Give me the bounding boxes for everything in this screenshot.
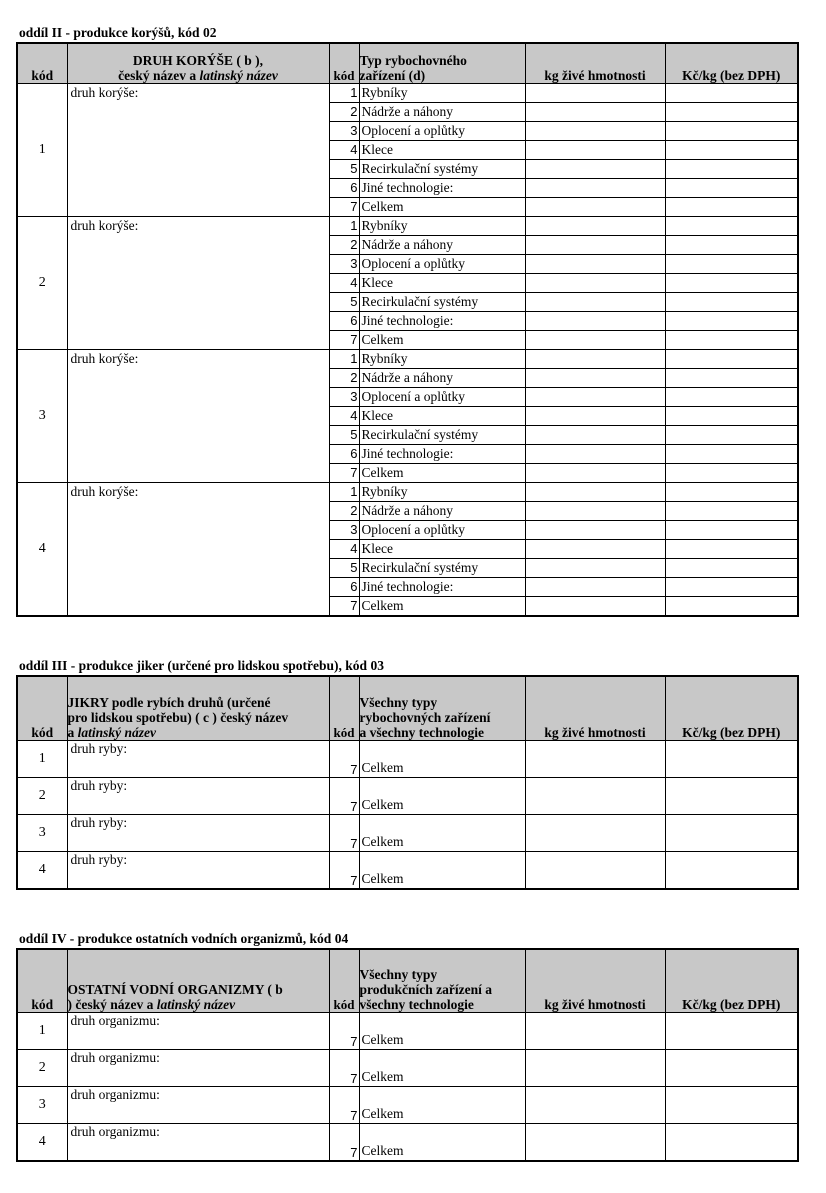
facility-type: Recirkulační systémy <box>359 159 525 178</box>
facility-type: Celkem <box>359 463 525 482</box>
kg-live-weight-field[interactable] <box>525 463 665 482</box>
species-name-field[interactable]: druh korýše: <box>67 482 329 616</box>
facility-code: 7 <box>329 1086 359 1123</box>
table-row <box>17 814 798 851</box>
price-per-kg-field[interactable] <box>665 349 798 368</box>
group-code: 2 <box>17 216 67 349</box>
facility-type: Nádrže a náhony <box>359 501 525 520</box>
facility-type: Celkem <box>359 197 525 216</box>
kg-live-weight-field[interactable] <box>525 349 665 368</box>
facility-type: Celkem <box>359 1049 525 1086</box>
kg-live-weight-field[interactable] <box>525 425 665 444</box>
header-druh-line1: DRUH KORÝŠE ( b ), <box>132 52 264 68</box>
facility-code: 7 <box>329 197 359 216</box>
section-2-title: oddíl II - produkce korýšů, kód 02 <box>19 25 217 40</box>
facility-type: Recirkulační systémy <box>359 292 525 311</box>
facility-code: 7 <box>329 463 359 482</box>
price-per-kg-field[interactable] <box>665 851 798 889</box>
facility-code: 4 <box>329 406 359 425</box>
kg-live-weight-field[interactable] <box>525 539 665 558</box>
header-kg: kg živé hmotnosti <box>525 676 665 740</box>
kg-live-weight-field[interactable] <box>525 1123 665 1161</box>
header-typ: Všechny typy rybochovných zařízení a všechny technologie <box>359 676 525 740</box>
price-per-kg-field[interactable] <box>665 482 798 501</box>
row-code: 1 <box>17 740 67 777</box>
facility-code: 3 <box>329 254 359 273</box>
facility-type: Klece <box>359 140 525 159</box>
facility-type: Nádrže a náhony <box>359 235 525 254</box>
kg-live-weight-field[interactable] <box>525 83 665 102</box>
facility-type: Klece <box>359 273 525 292</box>
section-2-table <box>16 42 799 617</box>
row-code: 1 <box>17 1012 67 1049</box>
header-kod2: kód <box>329 43 359 83</box>
section-4-table <box>16 948 799 1162</box>
facility-code: 5 <box>329 558 359 577</box>
row-code: 4 <box>17 851 67 889</box>
price-per-kg-field[interactable] <box>665 463 798 482</box>
facility-code: 7 <box>329 330 359 349</box>
section-3-table <box>16 675 799 890</box>
table-row <box>17 1086 798 1123</box>
species-name-field[interactable]: druh ryby: <box>67 777 329 814</box>
group-code: 3 <box>17 349 67 482</box>
price-per-kg-field[interactable] <box>665 520 798 539</box>
species-name-field[interactable]: druh korýše: <box>67 349 329 482</box>
row-code: 2 <box>17 777 67 814</box>
facility-code: 6 <box>329 577 359 596</box>
facility-type: Recirkulační systémy <box>359 425 525 444</box>
kg-live-weight-field[interactable] <box>525 1086 665 1123</box>
kg-live-weight-field[interactable] <box>525 197 665 216</box>
kg-live-weight-field[interactable] <box>525 444 665 463</box>
kg-live-weight-field[interactable] <box>525 740 665 777</box>
facility-code: 4 <box>329 140 359 159</box>
price-per-kg-field[interactable] <box>665 178 798 197</box>
price-per-kg-field[interactable] <box>665 197 798 216</box>
facility-type: Rybníky <box>359 216 525 235</box>
facility-type: Rybníky <box>359 349 525 368</box>
facility-type: Jiné technologie: <box>359 444 525 463</box>
header-druh: OSTATNÍ VODNÍ ORGANIZMY ( b ) český název a latinský název <box>67 949 329 1012</box>
facility-code: 5 <box>329 159 359 178</box>
facility-code: 7 <box>329 596 359 616</box>
facility-type: Klece <box>359 406 525 425</box>
price-per-kg-field[interactable] <box>665 425 798 444</box>
facility-code: 7 <box>329 777 359 814</box>
price-per-kg-field[interactable] <box>665 292 798 311</box>
facility-code: 4 <box>329 539 359 558</box>
header-druh: JIKRY podle rybích druhů (určené pro lidskou spotřebu) ( c ) český název a latinský název <box>67 676 329 740</box>
header-kg: kg živé hmotnosti <box>525 949 665 1012</box>
facility-code: 7 <box>329 1012 359 1049</box>
table-row <box>17 777 798 814</box>
facility-type: Nádrže a náhony <box>359 102 525 121</box>
kg-live-weight-field[interactable] <box>525 501 665 520</box>
price-per-kg-field[interactable] <box>665 83 798 102</box>
table-row <box>17 216 798 235</box>
price-per-kg-field[interactable] <box>665 273 798 292</box>
price-per-kg-field[interactable] <box>665 140 798 159</box>
facility-type: Oplocení a oplůtky <box>359 520 525 539</box>
price-per-kg-field[interactable] <box>665 501 798 520</box>
kg-live-weight-field[interactable] <box>525 159 665 178</box>
kg-live-weight-field[interactable] <box>525 102 665 121</box>
facility-type: Celkem <box>359 814 525 851</box>
kg-live-weight-field[interactable] <box>525 235 665 254</box>
table-row <box>17 1012 798 1049</box>
facility-code: 3 <box>329 520 359 539</box>
facility-code: 6 <box>329 178 359 197</box>
header-kod2: kód <box>329 949 359 1012</box>
facility-code: 1 <box>329 482 359 501</box>
price-per-kg-field[interactable] <box>665 740 798 777</box>
price-per-kg-field[interactable] <box>665 121 798 140</box>
price-per-kg-field[interactable] <box>665 1049 798 1086</box>
facility-type: Jiné technologie: <box>359 311 525 330</box>
group-code: 1 <box>17 83 67 216</box>
header-kc: Kč/kg (bez DPH) <box>665 949 798 1012</box>
species-name-field[interactable]: druh ryby: <box>67 851 329 889</box>
table-row <box>17 1123 798 1161</box>
price-per-kg-field[interactable] <box>665 1086 798 1123</box>
price-per-kg-field[interactable] <box>665 254 798 273</box>
facility-code: 1 <box>329 83 359 102</box>
price-per-kg-field[interactable] <box>665 1123 798 1161</box>
facility-code: 2 <box>329 235 359 254</box>
facility-code: 3 <box>329 387 359 406</box>
header-typ: Typ rybochovného zařízení (d) <box>359 43 525 83</box>
header-druh-line2: český název a latinský název <box>118 67 278 83</box>
facility-type: Klece <box>359 539 525 558</box>
facility-code: 2 <box>329 102 359 121</box>
species-name-field[interactable]: druh organizmu: <box>67 1123 329 1161</box>
kg-live-weight-field[interactable] <box>525 777 665 814</box>
species-name-field[interactable]: druh ryby: <box>67 814 329 851</box>
price-per-kg-field[interactable] <box>665 444 798 463</box>
table-row <box>17 851 798 889</box>
header-typ: Všechny typy produkčních zařízení a všechny technologie <box>359 949 525 1012</box>
price-per-kg-field[interactable] <box>665 596 798 616</box>
row-code: 4 <box>17 1123 67 1161</box>
kg-live-weight-field[interactable] <box>525 178 665 197</box>
kg-live-weight-field[interactable] <box>525 387 665 406</box>
facility-code: 5 <box>329 292 359 311</box>
facility-code: 1 <box>329 349 359 368</box>
facility-type: Rybníky <box>359 482 525 501</box>
kg-live-weight-field[interactable] <box>525 368 665 387</box>
price-per-kg-field[interactable] <box>665 216 798 235</box>
kg-live-weight-field[interactable] <box>525 292 665 311</box>
kg-live-weight-field[interactable] <box>525 558 665 577</box>
price-per-kg-field[interactable] <box>665 577 798 596</box>
table-row <box>17 349 798 368</box>
facility-type: Celkem <box>359 330 525 349</box>
kg-live-weight-field[interactable] <box>525 406 665 425</box>
section-3-title: oddíl III - produkce jiker (určené pro lidskou spotřebu), kód 03 <box>19 658 384 673</box>
facility-type: Oplocení a oplůtky <box>359 387 525 406</box>
facility-code: 7 <box>329 814 359 851</box>
kg-live-weight-field[interactable] <box>525 330 665 349</box>
facility-type: Rybníky <box>359 83 525 102</box>
facility-type: Oplocení a oplůtky <box>359 254 525 273</box>
facility-type: Nádrže a náhony <box>359 368 525 387</box>
facility-type: Jiné technologie: <box>359 178 525 197</box>
facility-code: 6 <box>329 444 359 463</box>
facility-type: Oplocení a oplůtky <box>359 121 525 140</box>
facility-code: 7 <box>329 1049 359 1086</box>
facility-type: Celkem <box>359 851 525 889</box>
species-name-field[interactable]: druh organizmu: <box>67 1049 329 1086</box>
price-per-kg-field[interactable] <box>665 311 798 330</box>
kg-live-weight-field[interactable] <box>525 814 665 851</box>
group-code: 4 <box>17 482 67 616</box>
species-name-field[interactable]: druh korýše: <box>67 216 329 349</box>
facility-type: Celkem <box>359 1012 525 1049</box>
header-kod: kód <box>17 676 67 740</box>
facility-code: 4 <box>329 273 359 292</box>
price-per-kg-field[interactable] <box>665 1012 798 1049</box>
price-per-kg-field[interactable] <box>665 777 798 814</box>
row-code: 3 <box>17 1086 67 1123</box>
header-kod: kód <box>17 949 67 1012</box>
row-code: 2 <box>17 1049 67 1086</box>
species-name-field[interactable]: druh ryby: <box>67 740 329 777</box>
facility-type: Celkem <box>359 777 525 814</box>
kg-live-weight-field[interactable] <box>525 520 665 539</box>
price-per-kg-field[interactable] <box>665 235 798 254</box>
kg-live-weight-field[interactable] <box>525 254 665 273</box>
header-kod2: kód <box>329 676 359 740</box>
kg-live-weight-field[interactable] <box>525 1012 665 1049</box>
facility-code: 7 <box>329 851 359 889</box>
kg-live-weight-field[interactable] <box>525 577 665 596</box>
facility-code: 7 <box>329 1123 359 1161</box>
facility-type: Celkem <box>359 740 525 777</box>
row-code: 3 <box>17 814 67 851</box>
price-per-kg-field[interactable] <box>665 159 798 178</box>
table-row <box>17 83 798 102</box>
price-per-kg-field[interactable] <box>665 558 798 577</box>
kg-live-weight-field[interactable] <box>525 140 665 159</box>
facility-code: 7 <box>329 740 359 777</box>
species-name-field[interactable]: druh organizmu: <box>67 1086 329 1123</box>
facility-type: Celkem <box>359 1123 525 1161</box>
header-kc: Kč/kg (bez DPH) <box>665 43 798 83</box>
price-per-kg-field[interactable] <box>665 814 798 851</box>
facility-type: Jiné technologie: <box>359 577 525 596</box>
header-druh <box>67 43 329 83</box>
kg-live-weight-field[interactable] <box>525 311 665 330</box>
table-row <box>17 482 798 501</box>
kg-live-weight-field[interactable] <box>525 596 665 616</box>
price-per-kg-field[interactable] <box>665 330 798 349</box>
facility-type: Recirkulační systémy <box>359 558 525 577</box>
kg-live-weight-field[interactable] <box>525 273 665 292</box>
kg-live-weight-field[interactable] <box>525 1049 665 1086</box>
table-row <box>17 740 798 777</box>
species-name-field[interactable]: druh organizmu: <box>67 1012 329 1049</box>
facility-code: 1 <box>329 216 359 235</box>
facility-type: Celkem <box>359 1086 525 1123</box>
price-per-kg-field[interactable] <box>665 539 798 558</box>
price-per-kg-field[interactable] <box>665 387 798 406</box>
price-per-kg-field[interactable] <box>665 406 798 425</box>
facility-code: 3 <box>329 121 359 140</box>
table-row <box>17 1049 798 1086</box>
facility-code: 6 <box>329 311 359 330</box>
header-kc: Kč/kg (bez DPH) <box>665 676 798 740</box>
facility-type: Celkem <box>359 596 525 616</box>
header-kg: kg živé hmotnosti <box>525 43 665 83</box>
kg-live-weight-field[interactable] <box>525 121 665 140</box>
price-per-kg-field[interactable] <box>665 102 798 121</box>
facility-code: 2 <box>329 501 359 520</box>
kg-live-weight-field[interactable] <box>525 482 665 501</box>
header-kod: kód <box>17 43 67 83</box>
species-name-field[interactable]: druh korýše: <box>67 83 329 216</box>
facility-code: 5 <box>329 425 359 444</box>
section-4-title: oddíl IV - produkce ostatních vodních organizmů, kód 04 <box>19 931 349 946</box>
kg-live-weight-field[interactable] <box>525 851 665 889</box>
price-per-kg-field[interactable] <box>665 368 798 387</box>
facility-code: 2 <box>329 368 359 387</box>
kg-live-weight-field[interactable] <box>525 216 665 235</box>
